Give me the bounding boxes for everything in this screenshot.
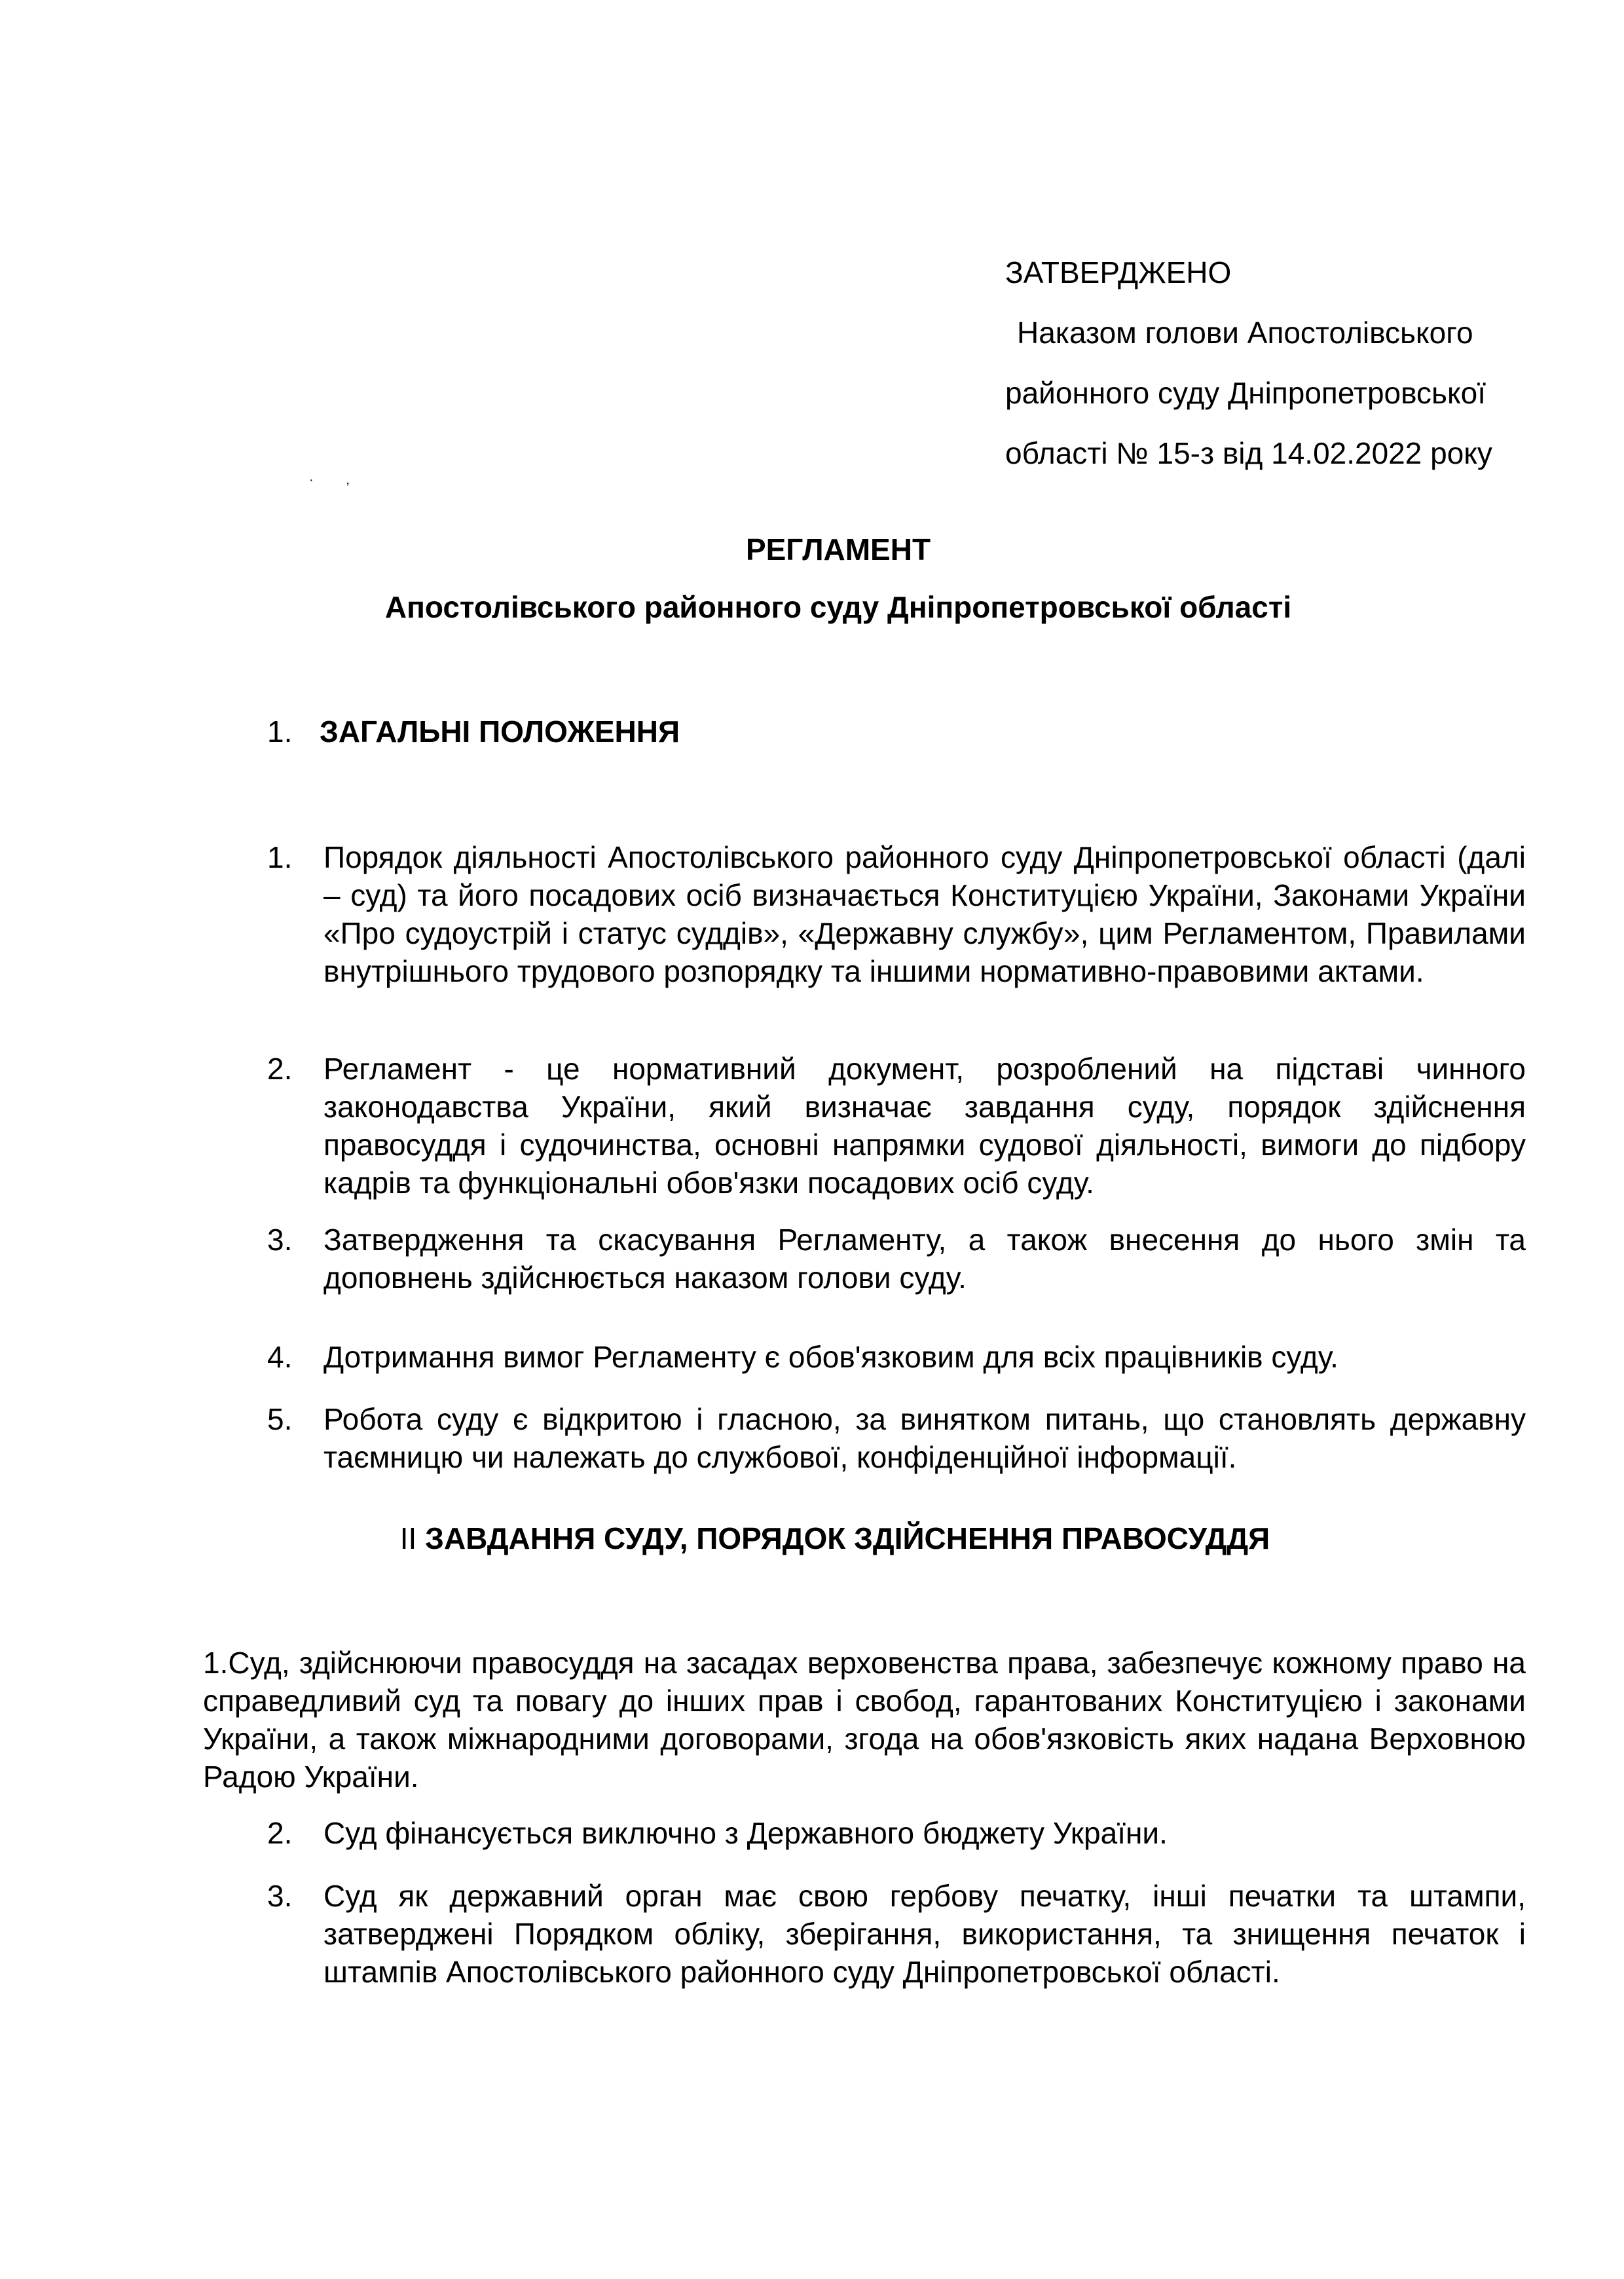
list-item [267, 1221, 1526, 1297]
list-item [267, 1814, 1526, 1852]
section-number: II [399, 1521, 417, 1555]
item-number: 3. [267, 1879, 293, 1913]
list-item [267, 1050, 1526, 1202]
document-subtitle: Апостолівського районного суду Дніпропетровської області [384, 590, 1292, 624]
approval-heading: ЗАТВЕРДЖЕНО [1005, 255, 1232, 289]
list-item [267, 838, 1526, 990]
approval-stamp-block [1005, 242, 1492, 483]
paragraph: 1.Суд, здійснюючи правосуддя на засадах верховенства права, забезпечує кожному право на справедливий суд та повагу до інших прав і свобод, гарантованих Конституцією і законами України, а також міжнародними договорами, згода на обов'язковість яких надана Верховною Радою України. [203, 1646, 1526, 1794]
section-1-heading [267, 714, 680, 749]
item-text: Затвердження та скасування Регламенту, а також внесення до нього змін та доповнень здійснюється наказом голови суду. [323, 1223, 1526, 1295]
item-number: 4. [267, 1340, 293, 1374]
item-text: Робота суду є відкритою і гласною, за винятком питань, що становлять державну таємницю чи належать до службової, конфіденційної інформації. [323, 1402, 1526, 1474]
item-number: 5. [267, 1402, 293, 1436]
approval-line: районного суду Дніпропетровської [1005, 376, 1486, 410]
item-text: Порядок діяльності Апостолівського районного суду Дніпропетровської області (далі – суд) та його посадових осіб визначається Конституцією України, Законами України «Про судоустрій і статус суддів», «Державну службу», цим Регламентом, Правилами внутрішнього трудового розпорядку та іншими нормативно-правовими актами. [323, 840, 1526, 988]
scan-artifact-marks: · , [309, 473, 364, 487]
list-item [267, 1338, 1526, 1376]
item-number: 1. [267, 840, 293, 874]
item-number: 3. [267, 1223, 293, 1257]
list-item [267, 1877, 1526, 1991]
section-title: ЗАГАЛЬНІ ПОЛОЖЕННЯ [320, 714, 680, 749]
section-number: 1. [267, 714, 293, 749]
item-text: Суд як державний орган має свою гербову печатку, інші печатки та штампи, затверджені Порядком обліку, зберігання, використання, та знищення печаток і штампів Апостолівського районного суду Дніпропетровської області. [323, 1879, 1526, 1989]
approval-line: Наказом голови Апостолівського [1017, 316, 1473, 350]
item-number: 2. [267, 1816, 293, 1850]
section-title: ЗАВДАННЯ СУДУ, ПОРЯДОК ЗДІЙСНЕННЯ ПРАВОСУДДЯ [425, 1521, 1270, 1555]
item-text: Суд фінансується виключно з Державного бюджету України. [323, 1816, 1168, 1850]
section-2-heading [0, 1521, 1624, 1556]
item-text: Дотримання вимог Регламенту є обов'язковим для всіх працівників суду. [323, 1340, 1338, 1374]
list-item [267, 1400, 1526, 1476]
approval-order-number: області № 15-з від 14.02.2022 року [1005, 436, 1492, 470]
item-number: 2. [267, 1052, 293, 1086]
document-title: РЕГЛАМЕНТ [745, 532, 931, 566]
item-text: Регламент - це нормативний документ, розроблений на підставі чинного законодавства України, який визначає завдання суду, порядок здійснення правосуддя і судочинства, основні напрямки судової діяльності, вимоги до підбору кадрів та функціональні обов'язки посадових осіб суду. [323, 1052, 1526, 1200]
